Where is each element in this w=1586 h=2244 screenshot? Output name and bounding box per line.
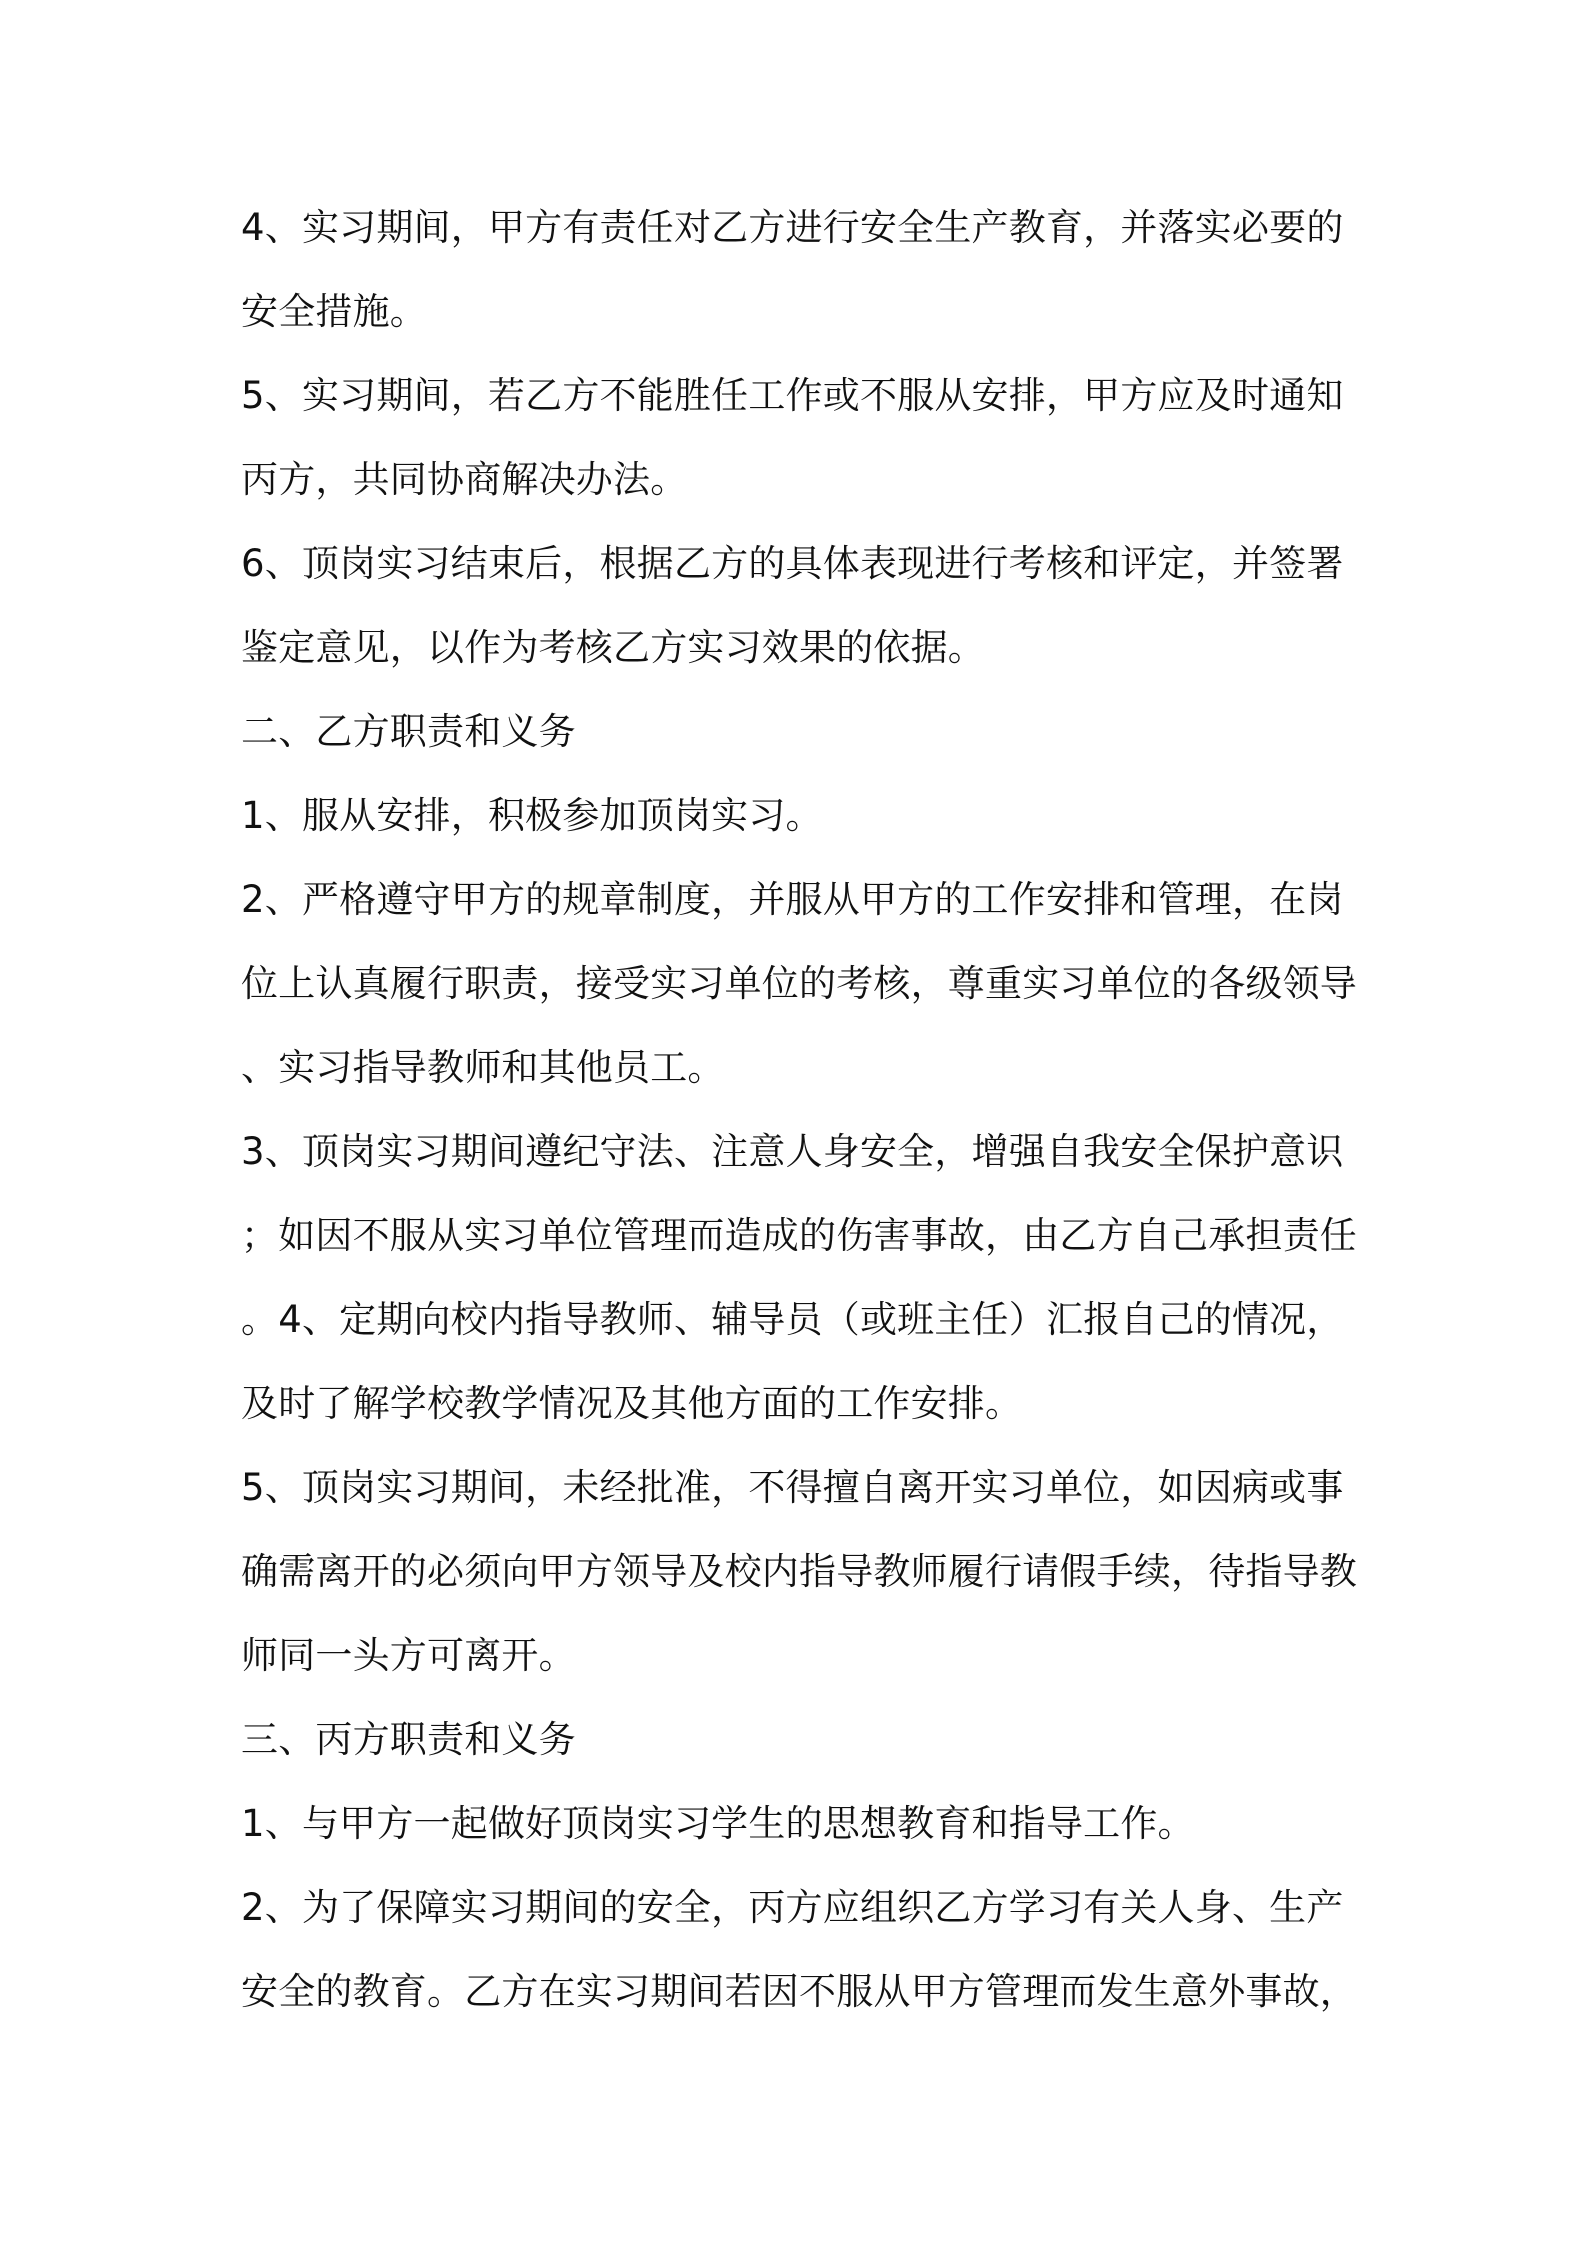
text-line: 1、服从安排，积极参加顶岗实习。 [241,794,823,837]
text-line: 安全措施。 [241,290,427,333]
text-line: 6、顶岗实习结束后，根据乙方的具体表现进行考核和评定，并签署 [241,542,1344,585]
text-line: 1、与甲方一起做好顶岗实习学生的思想教育和指导工作。 [241,1802,1195,1845]
text-line: 确需离开的必须向甲方领导及校内指导教师履行请假手续，待指导教 [241,1550,1357,1593]
text-line: 、实习指导教师和其他员工。 [241,1046,725,1089]
text-line: 5、实习期间，若乙方不能胜任工作或不服从安排，甲方应及时通知 [241,374,1344,417]
text-line: 4、实习期间，甲方有责任对乙方进行安全生产教育，并落实必要的 [241,206,1344,249]
section-heading: 二、乙方职责和义务 [241,710,576,753]
text-line: 。4、定期向校内指导教师、辅导员（或班主任）汇报自己的情况， [241,1298,1344,1341]
text-line: 师同一头方可离开。 [241,1634,576,1677]
text-line: 2、严格遵守甲方的规章制度，并服从甲方的工作安排和管理，在岗 [241,878,1344,921]
text-line: 丙方，共同协商解决办法。 [241,458,688,501]
text-line: 位上认真履行职责，接受实习单位的考核，尊重实习单位的各级领导 [241,962,1357,1005]
text-line: 及时了解学校教学情况及其他方面的工作安排。 [241,1382,1023,1425]
section-heading: 三、丙方职责和义务 [241,1718,576,1761]
text-line: 鉴定意见，以作为考核乙方实习效果的依据。 [241,626,985,669]
text-line: 安全的教育。乙方在实习期间若因不服从甲方管理而发生意外事故， [241,1970,1357,2013]
text-line: 3、顶岗实习期间遵纪守法、注意人身安全，增强自我安全保护意识 [241,1130,1344,1173]
text-line: 5、顶岗实习期间，未经批准，不得擅自离开实习单位，如因病或事 [241,1466,1344,1509]
text-line: ；如因不服从实习单位管理而造成的伤害事故，由乙方自己承担责任 [241,1214,1357,1257]
text-line: 2、为了保障实习期间的安全，丙方应组织乙方学习有关人身、生产 [241,1886,1344,1929]
